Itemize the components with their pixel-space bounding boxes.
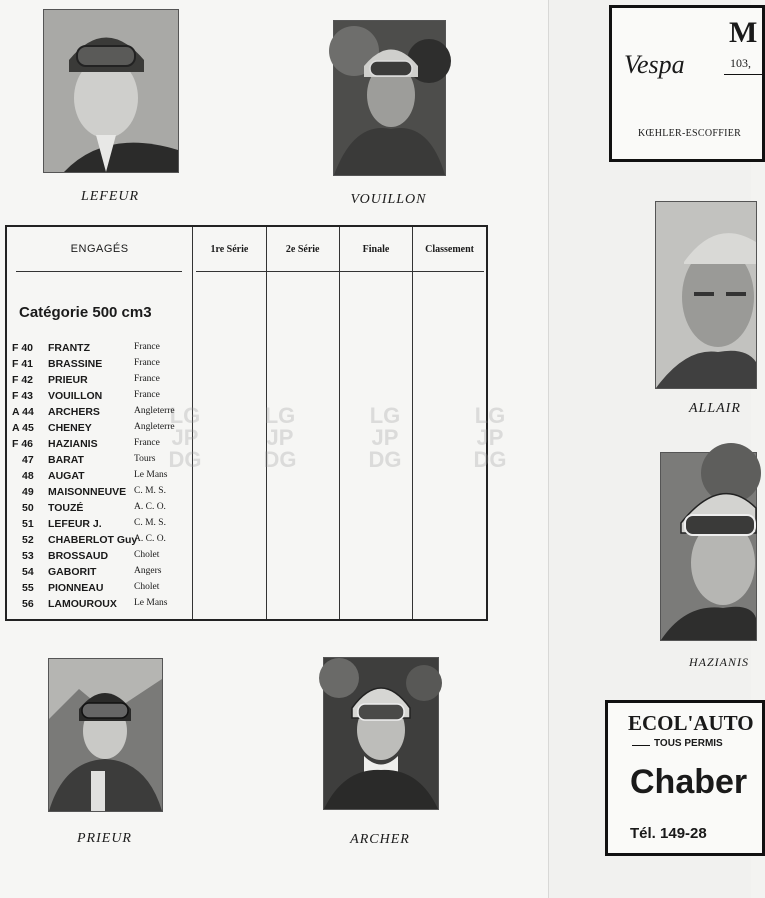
header-rule (196, 271, 484, 272)
watermark: LG JP DG (473, 403, 507, 472)
rider-portrait-image (656, 202, 756, 388)
watermark: LG JP DG (168, 403, 202, 472)
photo-lefeur (43, 9, 179, 173)
ad-vespa-initial: M (729, 16, 758, 49)
col-header-finale: Finale (339, 226, 412, 271)
ad-vespa (609, 5, 765, 162)
col-header-serie2: 2e Série (266, 226, 339, 271)
ad-vespa-brand: Vespa (624, 50, 685, 79)
watermark: LG JP DG (263, 403, 297, 472)
rider-portrait-image (44, 10, 178, 172)
rider-portrait-image (661, 453, 756, 640)
photo-hazianis (660, 452, 757, 641)
category-title: Catégorie 500 cm3 (19, 304, 152, 321)
caption-archer: ARCHER (350, 832, 410, 847)
caption-hazianis: HAZIANIS (689, 655, 749, 669)
ad-ecolauto-name: Chaber (630, 763, 748, 801)
ad-ecolauto-subtitle: TOUS PERMIS (654, 738, 723, 749)
caption-lefeur: LEFEUR (80, 189, 140, 204)
right-page (548, 0, 758, 898)
caption-allaire: ALLAIR (689, 401, 741, 416)
rider-portrait-image (324, 658, 438, 809)
caption-prieur: PRIEUR (77, 831, 132, 846)
col-header-engages: ENGAGÉS (6, 226, 193, 271)
photo-vouillon (333, 20, 446, 176)
caption-vouillon: VOUILLON (350, 192, 427, 207)
photo-allaire (655, 201, 757, 389)
ad-vespa-address: 103, (730, 56, 751, 70)
left-page: LEFEUR VOUILLON ENGAGÉS 1re Série 2e Série Finale Classement LG JP DG LG JP DG LG JP DG LG JP DG Catégorie 500 cm3 F 40 FRANTZ France F 41 BRASSINE France F 42 PRIEUR France F 43 VOUILLON France A 44 ARCHERS Angleterre A 45 CHENEY Angleterre F 46 HAZIANIS France 47 BARAT Tours 48 AUGAT Le Mans 49 MAISONNEUVE C. M. S. 50 TOUZÉ A. C. O. 51 LEFEUR J. C. M. S. 52 CHABERLOT Guy A. C. O. 53 BROSSAUD Cholet 54 GABORIT Angers 55 PIONNEAU Cholet 56 LAMOUROUX Le Mans PRIEUR ARCHER (0, 0, 548, 898)
rider-portrait-image (49, 659, 162, 811)
rider-portrait-image (334, 21, 445, 175)
watermark: LG JP DG (368, 403, 402, 472)
ad-ecolauto-title: ECOL'AUTO (628, 711, 754, 735)
ad-ecolauto-phone: Tél. 149-28 (630, 825, 707, 842)
ad-ecolauto-rule (632, 745, 650, 746)
ad-vespa-footer: KŒHLER-ESCOFFIER (638, 128, 742, 139)
ad-vespa-rule (724, 74, 764, 75)
ad-ecolauto (605, 700, 765, 856)
photo-prieur (48, 658, 163, 812)
photo-archer (323, 657, 439, 810)
header-rule (16, 271, 182, 272)
col-header-serie1: 1re Série (193, 226, 266, 271)
col-header-classement: Classement (413, 226, 487, 271)
